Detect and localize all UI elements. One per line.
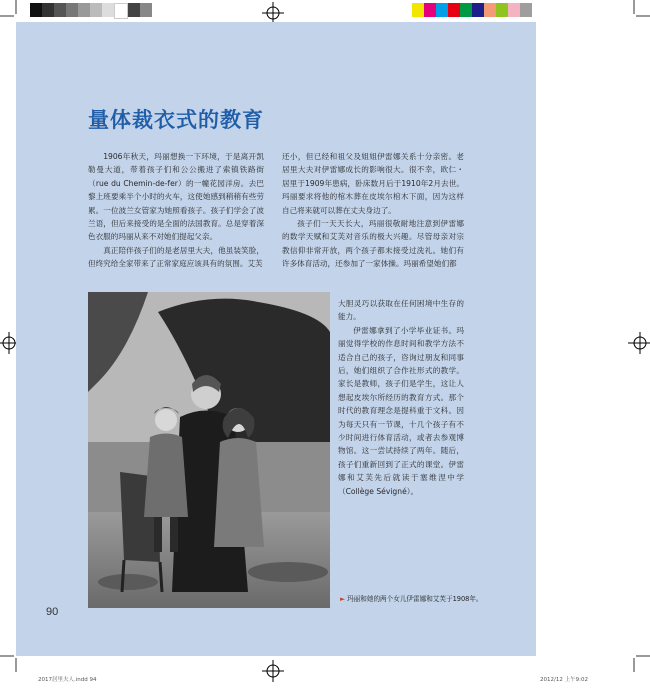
text-column-1 <box>88 150 264 271</box>
registration-mark-top <box>262 2 284 24</box>
text-column-3 <box>338 297 464 498</box>
registration-mark-right <box>628 332 650 354</box>
registration-mark-bottom <box>262 660 284 682</box>
paragraph: 1906年秋天，玛丽想换一下环境，于是离开凯勒曼大道，带着孩子们和公公搬进了索镇铁路街（rue du Chemin-de-fer）的一幢花园洋房。去巴黎上班要乘半个小时的火车，这使她感到稍稍有些劳累。一位波兰女管家为她照看孩子。孩子们学会了波兰语，但后来接受的是全面的法国教育。总是穿着深色衣服的玛丽从来不对她们提起父亲。 <box>88 152 264 242</box>
photo-caption <box>340 593 483 603</box>
color-calibration-bar-left <box>30 3 152 17</box>
crop-mark-top-left <box>0 0 22 22</box>
text-column-2 <box>282 150 464 271</box>
caption-arrow-icon: ► <box>340 595 346 603</box>
paragraph: 孩子们一天天长大，玛丽很敬耐地注意到伊雷娜的数学天赋和艾芙对音乐的极大兴趣。尽管母亲对宗教信仰非常开放，两个孩子都未接受过洗礼。她们有许多体育活动，还参加了一家体操。玛丽希望她们都 <box>282 219 464 269</box>
crop-mark-top-right <box>626 0 650 22</box>
footer-right: 2012/12 上午9:02 <box>540 677 588 683</box>
color-calibration-bar-right <box>412 3 532 17</box>
caption-text: 玛丽和她的两个女儿伊雷娜和艾芙于1908年。 <box>347 595 483 603</box>
paragraph: 大胆灵巧以获取在任何困境中生存的能力。 <box>338 299 464 322</box>
footer-left: 2017居里夫人.indd 94 <box>38 677 97 683</box>
crop-mark-bottom-right <box>626 650 650 672</box>
paragraph: 真正陪伴孩子们的是老居里大夫，他虽装笑脸，但终究给全家带来了正常家庭应该具有的氛围。艾芙 <box>88 245 264 269</box>
paragraph: 伊雷娜拿到了小学毕业证书。玛丽觉得学校的作息时间和教学方法不适合自己的孩子，咨询过朋友和同事后，她们组织了合作社形式的教学。家长是教师，孩子们是学生，这让人想起皮埃尔所经历的教育方式。那个时代的教育理念是提科重于文科。因为每天只有一节课，十几个孩子有不少时间进行体育活动，或者去参观博物馆。这一尝试持续了两年。随后，孩子们重新回到了正式的课堂。伊雷娜和艾芙先后就读于塞维涅中学（Collège Sévigné）。 <box>338 325 464 496</box>
family-photograph <box>88 292 330 608</box>
page-title: 量体裁衣式的教育 <box>88 108 264 132</box>
page-number: 90 <box>46 606 59 618</box>
paragraph: 还小，但已经和祖父及姐姐伊雷娜关系十分亲密。老居里大夫对伊雷娜成长的影响很大。很不幸，欧仁・居里于1909年患病，卧床数月后于1910年2月去世。玛丽要求将他的棺木葬在皮埃尔棺木下面，因为这样自己将来就可以葬在丈夫身边了。 <box>282 152 464 215</box>
